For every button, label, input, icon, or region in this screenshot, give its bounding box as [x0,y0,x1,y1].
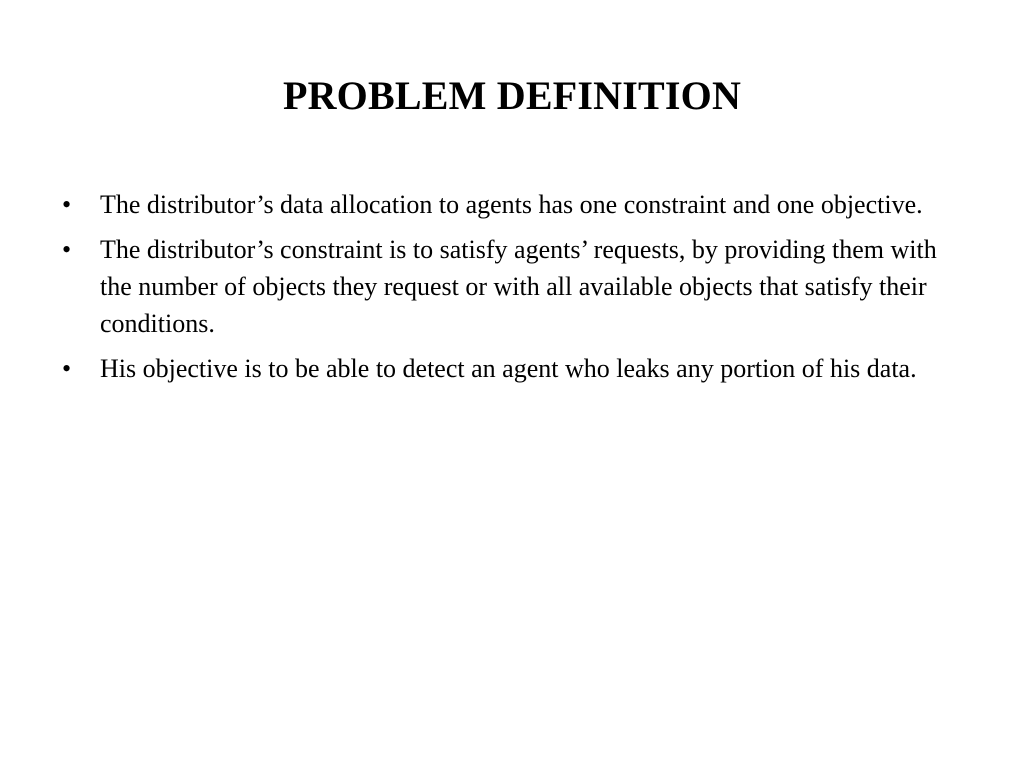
bullet-icon: • [62,190,72,219]
bullet-list [62,186,962,395]
bullet-item-2 [62,231,962,342]
bullet-text: The distributor’s constraint is to satisfy agents’ requests, by providing them with the number of objects they request or with all available objects that satisfy their conditions. [100,235,937,338]
bullet-item-3 [62,350,962,387]
bullet-icon: • [62,235,72,264]
bullet-text: His objective is to be able to detect an agent who leaks any portion of his data. [100,354,917,383]
bullet-item-1 [62,186,962,223]
slide-title: PROBLEM DEFINITION [282,73,742,118]
bullet-text: The distributor’s data allocation to agents has one constraint and one objective. [100,190,923,219]
bullet-icon: • [62,354,72,383]
